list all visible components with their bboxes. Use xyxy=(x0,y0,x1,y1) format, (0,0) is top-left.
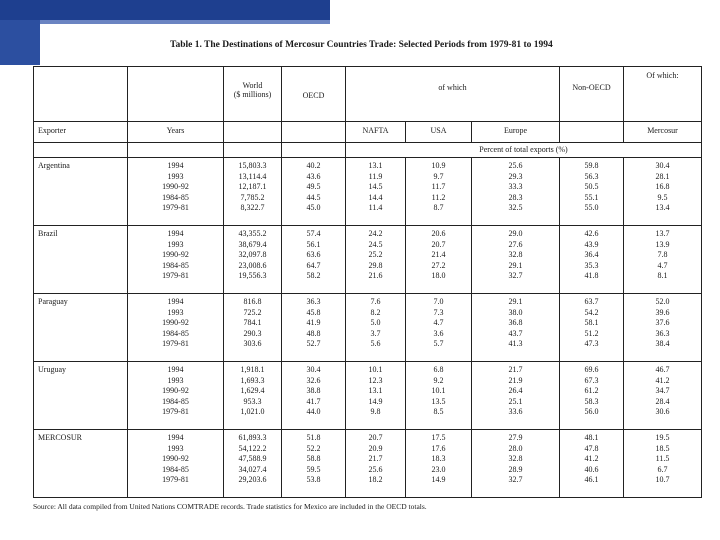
mercosur-value: 28.1 xyxy=(655,171,670,181)
mercosur-value: 37.6 xyxy=(655,318,670,328)
oecd-cell xyxy=(282,294,346,362)
nonoecd-value: 36.4 xyxy=(584,250,599,260)
years-value: 1993 xyxy=(167,171,184,181)
world-cell xyxy=(224,362,282,430)
europe-value: 32.5 xyxy=(508,203,523,213)
years-value: 1979-81 xyxy=(162,407,189,417)
usa-value: 17.5 xyxy=(431,433,446,442)
europe-value: 41.3 xyxy=(508,339,523,349)
world-value: 43,355.2 xyxy=(238,229,267,238)
oecd-cell xyxy=(282,430,346,498)
header-band-stripe xyxy=(0,20,330,24)
exporter-name: Brazil xyxy=(34,226,128,294)
nafta-value: 9.8 xyxy=(370,407,381,417)
mercosur-value: 28.4 xyxy=(655,396,670,406)
mercosur-cell xyxy=(624,362,702,430)
nonoecd-value: 59.8 xyxy=(584,161,599,170)
nafta-value: 5.0 xyxy=(370,318,381,328)
years-cell xyxy=(128,226,224,294)
nonoecd-cell xyxy=(560,226,624,294)
world-cell xyxy=(224,430,282,498)
nonoecd-value: 55.0 xyxy=(584,203,599,213)
usa-cell xyxy=(406,158,472,226)
usa-value: 5.7 xyxy=(433,339,444,349)
nafta-value: 3.7 xyxy=(370,328,381,338)
europe-cell xyxy=(472,362,560,430)
world-value: 13,114.4 xyxy=(238,171,267,181)
world-value: 34,027.4 xyxy=(238,464,267,474)
nafta-cell xyxy=(346,158,406,226)
oecd-value: 45.8 xyxy=(306,307,321,317)
oecd-value: 58.2 xyxy=(306,271,321,281)
side-band xyxy=(0,20,40,65)
nafta-cell xyxy=(346,362,406,430)
mercosur-value: 30.6 xyxy=(655,407,670,417)
years-value: 1994 xyxy=(167,365,184,374)
oecd-value: 38.8 xyxy=(306,386,321,396)
nafta-value: 18.2 xyxy=(368,475,383,485)
nafta-value: 14.5 xyxy=(368,182,383,192)
usa-value: 27.2 xyxy=(431,260,446,270)
usa-cell xyxy=(406,226,472,294)
oecd-value: 48.8 xyxy=(306,328,321,338)
nonoecd-value: 43.9 xyxy=(584,239,599,249)
oecd-value: 52.7 xyxy=(306,339,321,349)
usa-value: 7.3 xyxy=(433,307,444,317)
header-non-oecd: Non-OECD xyxy=(560,67,624,122)
nonoecd-value: 54.2 xyxy=(584,307,599,317)
nafta-value: 11.9 xyxy=(368,171,383,181)
years-value: 1994 xyxy=(167,161,184,170)
nafta-value: 12.3 xyxy=(368,375,383,385)
exporter-name: Uruguay xyxy=(34,362,128,430)
europe-value: 33.3 xyxy=(508,182,523,192)
years-value: 1990-92 xyxy=(162,318,189,328)
years-value: 1993 xyxy=(167,239,184,249)
nonoecd-value: 56.3 xyxy=(584,171,599,181)
mercosur-value: 52.0 xyxy=(655,297,670,306)
nonoecd-value: 50.5 xyxy=(584,182,599,192)
oecd-value: 64.7 xyxy=(306,260,321,270)
nafta-value: 24.2 xyxy=(368,229,383,238)
nonoecd-cell xyxy=(560,362,624,430)
header-exporter: Exporter xyxy=(34,122,128,143)
world-cell xyxy=(224,158,282,226)
usa-cell xyxy=(406,430,472,498)
years-value: 1993 xyxy=(167,307,184,317)
years-value: 1993 xyxy=(167,443,184,453)
nonoecd-value: 48.1 xyxy=(584,433,599,442)
nafta-value: 29.8 xyxy=(368,260,383,270)
nonoecd-value: 55.1 xyxy=(584,192,599,202)
europe-value: 27.9 xyxy=(508,433,523,442)
nafta-value: 5.6 xyxy=(370,339,381,349)
europe-value: 32.8 xyxy=(508,250,523,260)
header-europe: Europe xyxy=(472,122,560,143)
exporter-group-row xyxy=(34,430,702,498)
world-value: 47,588.9 xyxy=(238,454,267,464)
nonoecd-value: 46.1 xyxy=(584,475,599,485)
usa-value: 10.9 xyxy=(431,161,446,170)
oecd-value: 41.9 xyxy=(306,318,321,328)
years-value: 1990-92 xyxy=(162,386,189,396)
mercosur-value: 36.3 xyxy=(655,328,670,338)
years-cell xyxy=(128,294,224,362)
mercosur-value: 4.7 xyxy=(657,260,668,270)
world-value: 54,122.2 xyxy=(238,443,267,453)
europe-value: 21.9 xyxy=(508,375,523,385)
oecd-cell xyxy=(282,362,346,430)
exporter-name: Paraguay xyxy=(34,294,128,362)
oecd-value: 63.6 xyxy=(306,250,321,260)
header-nafta: NAFTA xyxy=(346,122,406,143)
world-value: 303.6 xyxy=(243,339,262,349)
years-cell xyxy=(128,430,224,498)
usa-value: 9.7 xyxy=(433,171,444,181)
usa-value: 13.5 xyxy=(431,396,446,406)
oecd-value: 45.0 xyxy=(306,203,321,213)
nonoecd-cell xyxy=(560,430,624,498)
years-value: 1979-81 xyxy=(162,203,189,213)
world-value: 290.3 xyxy=(243,328,262,338)
nonoecd-value: 41.8 xyxy=(584,271,599,281)
mercosur-value: 38.4 xyxy=(655,339,670,349)
usa-value: 10.1 xyxy=(431,386,446,396)
usa-value: 20.7 xyxy=(431,239,446,249)
exporter-name: MERCOSUR xyxy=(34,430,128,498)
header-years: Years xyxy=(128,122,224,143)
mercosur-cell xyxy=(624,226,702,294)
oecd-value: 57.4 xyxy=(306,229,321,238)
header-band xyxy=(0,0,330,20)
world-value: 953.3 xyxy=(243,396,262,406)
world-value: 816.8 xyxy=(243,297,262,306)
nafta-value: 13.1 xyxy=(368,161,383,170)
world-value: 1,021.0 xyxy=(240,407,265,417)
years-value: 1993 xyxy=(167,375,184,385)
years-cell xyxy=(128,362,224,430)
nafta-value: 25.6 xyxy=(368,464,383,474)
usa-value: 11.7 xyxy=(431,182,446,192)
oecd-value: 53.8 xyxy=(306,475,321,485)
europe-value: 29.0 xyxy=(508,229,523,238)
europe-value: 29.3 xyxy=(508,171,523,181)
world-value: 12,187.1 xyxy=(238,182,267,192)
header-oecd: OECD xyxy=(282,67,346,122)
world-value: 29,203.6 xyxy=(238,475,267,485)
world-value: 23,008.6 xyxy=(238,260,267,270)
mercosur-value: 6.7 xyxy=(657,464,668,474)
years-value: 1984-85 xyxy=(162,260,189,270)
nafta-value: 24.5 xyxy=(368,239,383,249)
years-value: 1994 xyxy=(167,297,184,306)
exporter-group-row xyxy=(34,158,702,226)
europe-value: 43.7 xyxy=(508,328,523,338)
oecd-value: 44.5 xyxy=(306,192,321,202)
usa-value: 20.6 xyxy=(431,229,446,238)
usa-value: 9.2 xyxy=(433,375,444,385)
mercosur-value: 41.2 xyxy=(655,375,670,385)
mercosur-value: 10.7 xyxy=(655,475,670,485)
years-value: 1984-85 xyxy=(162,396,189,406)
usa-value: 8.7 xyxy=(433,203,444,213)
oecd-value: 40.2 xyxy=(306,161,321,170)
usa-value: 6.8 xyxy=(433,365,444,374)
world-value: 7,785.2 xyxy=(240,192,265,202)
usa-value: 4.7 xyxy=(433,318,444,328)
oecd-value: 58.8 xyxy=(306,454,321,464)
exporter-group-row xyxy=(34,362,702,430)
world-value: 725.2 xyxy=(243,307,262,317)
europe-value: 28.9 xyxy=(508,464,523,474)
usa-value: 3.6 xyxy=(433,328,444,338)
oecd-value: 44.0 xyxy=(306,407,321,417)
world-value: 1,918.1 xyxy=(240,365,265,374)
oecd-cell xyxy=(282,158,346,226)
nafta-value: 20.9 xyxy=(368,443,383,453)
nafta-value: 14.9 xyxy=(368,396,383,406)
world-value: 38,679.4 xyxy=(238,239,267,249)
mercosur-value: 11.5 xyxy=(655,454,670,464)
mercosur-value: 19.5 xyxy=(655,433,670,442)
europe-value: 32.7 xyxy=(508,475,523,485)
nafta-cell xyxy=(346,226,406,294)
mercosur-value: 13.9 xyxy=(655,239,670,249)
header-of-which: of which xyxy=(346,67,560,122)
nafta-value: 10.1 xyxy=(368,365,383,374)
years-value: 1984-85 xyxy=(162,464,189,474)
oecd-value: 56.1 xyxy=(306,239,321,249)
europe-value: 33.6 xyxy=(508,407,523,417)
years-value: 1979-81 xyxy=(162,271,189,281)
header-row-2 xyxy=(34,122,702,143)
nonoecd-value: 51.2 xyxy=(584,328,599,338)
nafta-value: 11.4 xyxy=(368,203,383,213)
table-title: Table 1. The Destinations of Mercosur Countries Trade: Selected Periods from 1979-81 to 1994 xyxy=(170,40,553,50)
oecd-value: 51.8 xyxy=(306,433,321,442)
europe-cell xyxy=(472,158,560,226)
world-value: 1,693.3 xyxy=(240,375,265,385)
mercosur-value: 39.6 xyxy=(655,307,670,317)
usa-value: 7.0 xyxy=(433,297,444,306)
europe-value: 25.1 xyxy=(508,396,523,406)
nonoecd-value: 40.6 xyxy=(584,464,599,474)
world-value: 61,893.3 xyxy=(238,433,267,442)
oecd-value: 59.5 xyxy=(306,464,321,474)
europe-value: 27.6 xyxy=(508,239,523,249)
nonoecd-value: 58.3 xyxy=(584,396,599,406)
usa-value: 8.5 xyxy=(433,407,444,417)
world-value: 784.1 xyxy=(243,318,262,328)
oecd-value: 43.6 xyxy=(306,171,321,181)
europe-value: 29.1 xyxy=(508,297,523,306)
nonoecd-value: 67.3 xyxy=(584,375,599,385)
mercosur-cell xyxy=(624,158,702,226)
oecd-value: 49.5 xyxy=(306,182,321,192)
oecd-value: 52.2 xyxy=(306,443,321,453)
world-value: 15,803.3 xyxy=(238,161,267,170)
usa-cell xyxy=(406,294,472,362)
nonoecd-value: 63.7 xyxy=(584,297,599,306)
mercosur-value: 16.8 xyxy=(655,182,670,192)
europe-value: 36.8 xyxy=(508,318,523,328)
mercosur-value: 7.8 xyxy=(657,250,668,260)
years-value: 1994 xyxy=(167,229,184,238)
mercosur-value: 46.7 xyxy=(655,365,670,374)
mercosur-value: 34.7 xyxy=(655,386,670,396)
world-value: 32,097.8 xyxy=(238,250,267,260)
europe-cell xyxy=(472,294,560,362)
mercosur-cell xyxy=(624,430,702,498)
header-percent: Percent of total exports (%) xyxy=(346,143,702,158)
europe-value: 28.0 xyxy=(508,443,523,453)
nonoecd-value: 35.3 xyxy=(584,260,599,270)
usa-value: 21.4 xyxy=(431,250,446,260)
oecd-value: 32.6 xyxy=(306,375,321,385)
oecd-cell xyxy=(282,226,346,294)
years-value: 1979-81 xyxy=(162,475,189,485)
years-value: 1990-92 xyxy=(162,454,189,464)
world-value: 1,629.4 xyxy=(240,386,265,396)
mercosur-value: 13.4 xyxy=(655,203,670,213)
nonoecd-value: 41.2 xyxy=(584,454,599,464)
years-value: 1984-85 xyxy=(162,192,189,202)
usa-cell xyxy=(406,362,472,430)
header-world: World ($ millions) xyxy=(224,67,282,122)
years-value: 1979-81 xyxy=(162,339,189,349)
destinations-table xyxy=(33,66,702,498)
europe-cell xyxy=(472,430,560,498)
exporter-name: Argentina xyxy=(34,158,128,226)
nafta-value: 20.7 xyxy=(368,433,383,442)
nonoecd-value: 56.0 xyxy=(584,407,599,417)
header-mercosur: Mercosur xyxy=(624,122,702,143)
world-value: 19,556.3 xyxy=(238,271,267,281)
oecd-value: 30.4 xyxy=(306,365,321,374)
years-value: 1994 xyxy=(167,433,184,442)
years-cell xyxy=(128,158,224,226)
europe-value: 25.6 xyxy=(508,161,523,170)
nafta-cell xyxy=(346,430,406,498)
europe-value: 38.0 xyxy=(508,307,523,317)
oecd-value: 41.7 xyxy=(306,396,321,406)
europe-value: 28.3 xyxy=(508,192,523,202)
exporter-group-row xyxy=(34,294,702,362)
nafta-value: 14.4 xyxy=(368,192,383,202)
mercosur-value: 13.7 xyxy=(655,229,670,238)
header-row-1 xyxy=(34,67,702,122)
nonoecd-value: 69.6 xyxy=(584,365,599,374)
world-cell xyxy=(224,294,282,362)
europe-value: 32.8 xyxy=(508,454,523,464)
header-row-3 xyxy=(34,143,702,158)
oecd-value: 36.3 xyxy=(306,297,321,306)
europe-cell xyxy=(472,226,560,294)
header-usa: USA xyxy=(406,122,472,143)
europe-value: 26.4 xyxy=(508,386,523,396)
nonoecd-value: 61.2 xyxy=(584,386,599,396)
years-value: 1990-92 xyxy=(162,250,189,260)
years-value: 1990-92 xyxy=(162,182,189,192)
header-of-which-2: Of which: xyxy=(624,67,702,122)
nonoecd-cell xyxy=(560,294,624,362)
nafta-value: 13.1 xyxy=(368,386,383,396)
nafta-value: 8.2 xyxy=(370,307,381,317)
nonoecd-value: 42.6 xyxy=(584,229,599,238)
nonoecd-value: 58.1 xyxy=(584,318,599,328)
world-value: 8,322.7 xyxy=(240,203,265,213)
usa-value: 18.3 xyxy=(431,454,446,464)
usa-value: 14.9 xyxy=(431,475,446,485)
nafta-value: 25.2 xyxy=(368,250,383,260)
mercosur-value: 30.4 xyxy=(655,161,670,170)
mercosur-cell xyxy=(624,294,702,362)
nonoecd-value: 47.8 xyxy=(584,443,599,453)
usa-value: 17.6 xyxy=(431,443,446,453)
nafta-value: 21.6 xyxy=(368,271,383,281)
europe-value: 29.1 xyxy=(508,260,523,270)
mercosur-value: 8.1 xyxy=(657,271,668,281)
europe-value: 32.7 xyxy=(508,271,523,281)
nafta-value: 7.6 xyxy=(370,297,381,306)
usa-value: 11.2 xyxy=(431,192,446,202)
nonoecd-cell xyxy=(560,158,624,226)
source-note: Source: All data compiled from United Nations COMTRADE records. Trade statistics for Mexico are included in the OECD totals. xyxy=(33,502,427,511)
usa-value: 23.0 xyxy=(431,464,446,474)
nafta-value: 21.7 xyxy=(368,454,383,464)
europe-value: 21.7 xyxy=(508,365,523,374)
world-cell xyxy=(224,226,282,294)
nafta-cell xyxy=(346,294,406,362)
mercosur-value: 18.5 xyxy=(655,443,670,453)
mercosur-value: 9.5 xyxy=(657,192,668,202)
years-value: 1984-85 xyxy=(162,328,189,338)
exporter-group-row xyxy=(34,226,702,294)
usa-value: 18.0 xyxy=(431,271,446,281)
nonoecd-value: 47.3 xyxy=(584,339,599,349)
